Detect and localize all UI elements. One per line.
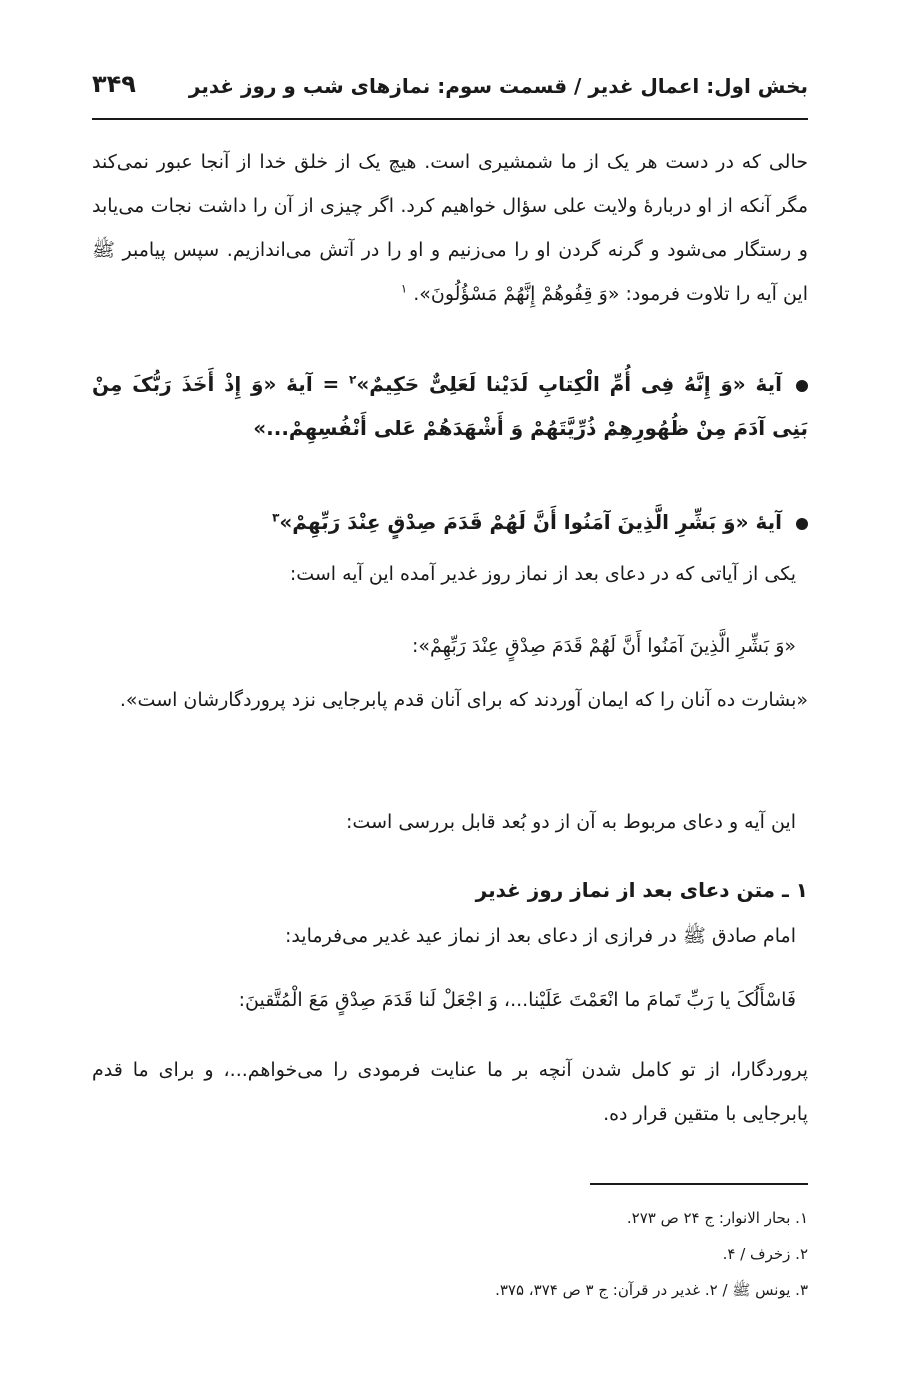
running-title: بخش اول: اعمال غدیر / قسمت سوم: نمازهای شب و روز غدیر [188, 74, 808, 98]
ayah-intro-line: یکی از آیاتی که در دعای بعد از نماز روز غدیر آمده این آیه است: [289, 563, 796, 585]
dua-translation: پروردگارا، از تو کامل شدن آنچه بر ما عنایت فرمودی را می‌خواهم...، و برای ما قدم پابرجایی با متقین قرار ده. [92, 1059, 808, 1125]
paragraph-hadith [92, 140, 808, 316]
dua-arabic-text: فَاسْأَلُکَ یا رَبِّ تَمامَ ما انْعَمْتَ عَلَیْنا...، وَ اجْعَلْ لَنا قَدَمَ صِدْقٍ مَعَ الْمُتَّقینَ: [238, 989, 796, 1011]
footnote-rule [590, 1183, 808, 1185]
footnote-ref-3: ۳ [272, 510, 280, 525]
bullet-dot-icon [796, 380, 808, 392]
bullet-ayah-1 [92, 362, 808, 450]
footnote-2: ۲. زخرف / ۴. [722, 1245, 808, 1263]
header-rule [92, 118, 808, 120]
bullet-ayah-1-part-b: = آیهٔ «وَ إِذْ أَخَذَ رَبُّکَ مِنْ بَنِی آدَمَ مِنْ ظُهُورِهِمْ ذُرِّیَّتَهُمْ وَ أَشْهَدَهُمْ عَلی أَنْفُسِهِمْ...» [92, 372, 808, 440]
page-number: ۳۴۹ [92, 70, 136, 98]
ayah-translation: «بشارت ده آنان را که ایمان آوردند که برای آنان قدم پابرجایی نزد پروردگارشان است». [119, 689, 808, 711]
ayah-arabic-quote: «وَ بَشِّرِ الَّذِینَ آمَنُوا أَنَّ لَهُمْ قَدَمَ صِدْقٍ عِنْدَ رَبِّهِمْ»: [412, 635, 796, 657]
footnote-ref-1: ۱ [400, 281, 408, 296]
footnote-1: ۱. بحار الانوار: ج ۲۴ ص ۲۷۳. [626, 1209, 808, 1227]
bullet-ayah-1-part-a: آیهٔ «وَ إِنَّهُ فِی أُمِّ الْکِتابِ لَدَیْنا لَعَلِیٌّ حَکِیمٌ» [356, 372, 782, 396]
paragraph-hadith-text: حالی که در دست هر یک از ما شمشیری است. هیچ یک از خلق خدا از آنجا عبور نمی‌کند مگر آنکه از او دربارهٔ ولایت علی سؤال خواهیم کرد. اگر چیزی از آن را داشت نجات می‌یابد و رستگار می‌شود و گرنه گردن او را می‌زنیم و او را در آتش می‌اندازیم. سپس پیامبر ﷺ این آیه را تلاوت فرمود: «وَ قِفُوهُمْ إِنَّهُمْ مَسْؤُلُونَ». [92, 151, 808, 305]
page-header [92, 70, 808, 110]
bullet-ayah-2 [92, 500, 808, 544]
footnote-ref-2: ۲ [349, 372, 357, 387]
bullet-ayah-2-text: آیهٔ «وَ بَشِّرِ الَّذِینَ آمَنُوا أَنَّ لَهُمْ قَدَمَ صِدْقٍ عِنْدَ رَبِّهِمْ» [279, 510, 782, 534]
dimensions-line: این آیه و دعای مربوط به آن از دو بُعد قابل بررسی است: [346, 811, 796, 833]
footnote-3: ۳. یونس ﷺ / ۲. غدیر در قرآن: ج ۳ ص ۳۷۴، ۳۷۵. [495, 1281, 808, 1299]
section-heading: ۱ ـ متن دعای بعد از نماز روز غدیر [475, 878, 808, 902]
footnotes [92, 1200, 808, 1308]
imam-quote-intro: امام صادق ﷺ در فرازی از دعای بعد از نماز عید غدیر می‌فرماید: [284, 925, 796, 947]
bullet-dot-icon [796, 518, 808, 530]
